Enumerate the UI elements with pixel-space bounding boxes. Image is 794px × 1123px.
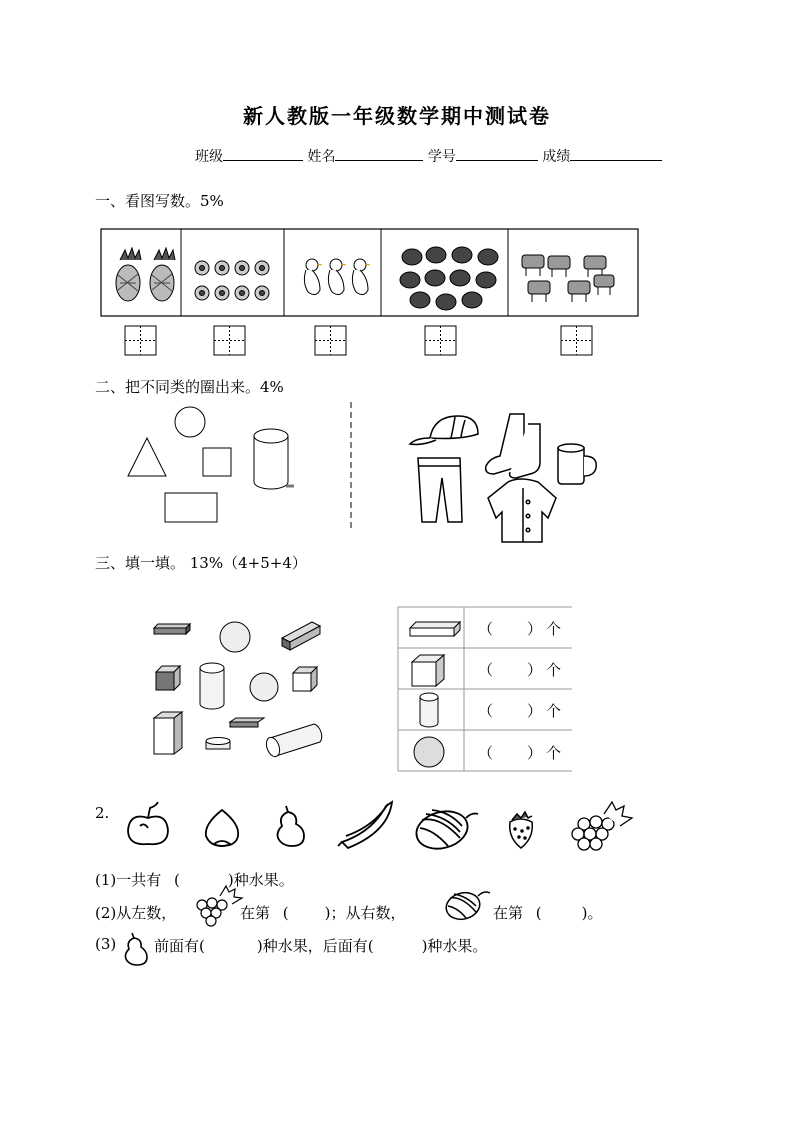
table-row: （ ） 个 [478,702,562,720]
pear-icon [125,933,147,965]
apple-icon [128,802,168,844]
grapes-icon [197,886,242,926]
table-row: （ ） 个 [478,620,562,638]
pear-icon [278,806,305,846]
watermelon-icon [443,889,490,923]
strawberry-icon [510,812,533,848]
name-label: 姓名 [307,149,336,165]
question2-number: 2. [95,804,110,822]
question2-part1: (1)一共有 ( )种水果。 [95,871,294,889]
banana-icon [338,802,392,848]
question2-part3-left: (3) [95,935,117,953]
watermelon-icon [412,806,478,854]
peach-icon [206,810,238,846]
table-row: （ ） 个 [478,744,562,762]
question2-part2-right: 在第 ( )。 [493,904,603,922]
page-title: 新人教版一年级数学期中测试卷 [243,104,551,128]
section1-heading: 一、看图写数。5% [95,192,224,210]
question2-part3: 前面有( )种水果，后面有( )种水果。 [154,937,488,955]
class-label: 班级 [195,149,223,165]
table-row: （ ） 个 [478,661,562,679]
score-label: 成绩 [542,149,571,165]
question2-part2-left: (2)从左数， [95,904,177,922]
section3-heading: 三、填一填。 13%（4+5+4） [95,554,307,572]
grapes-icon [572,802,632,850]
section2-heading: 二、把不同类的圈出来。4% [95,378,284,396]
question2-part2-mid: 在第 ( )；从右数， [240,904,406,922]
number-label: 学号 [427,149,456,165]
